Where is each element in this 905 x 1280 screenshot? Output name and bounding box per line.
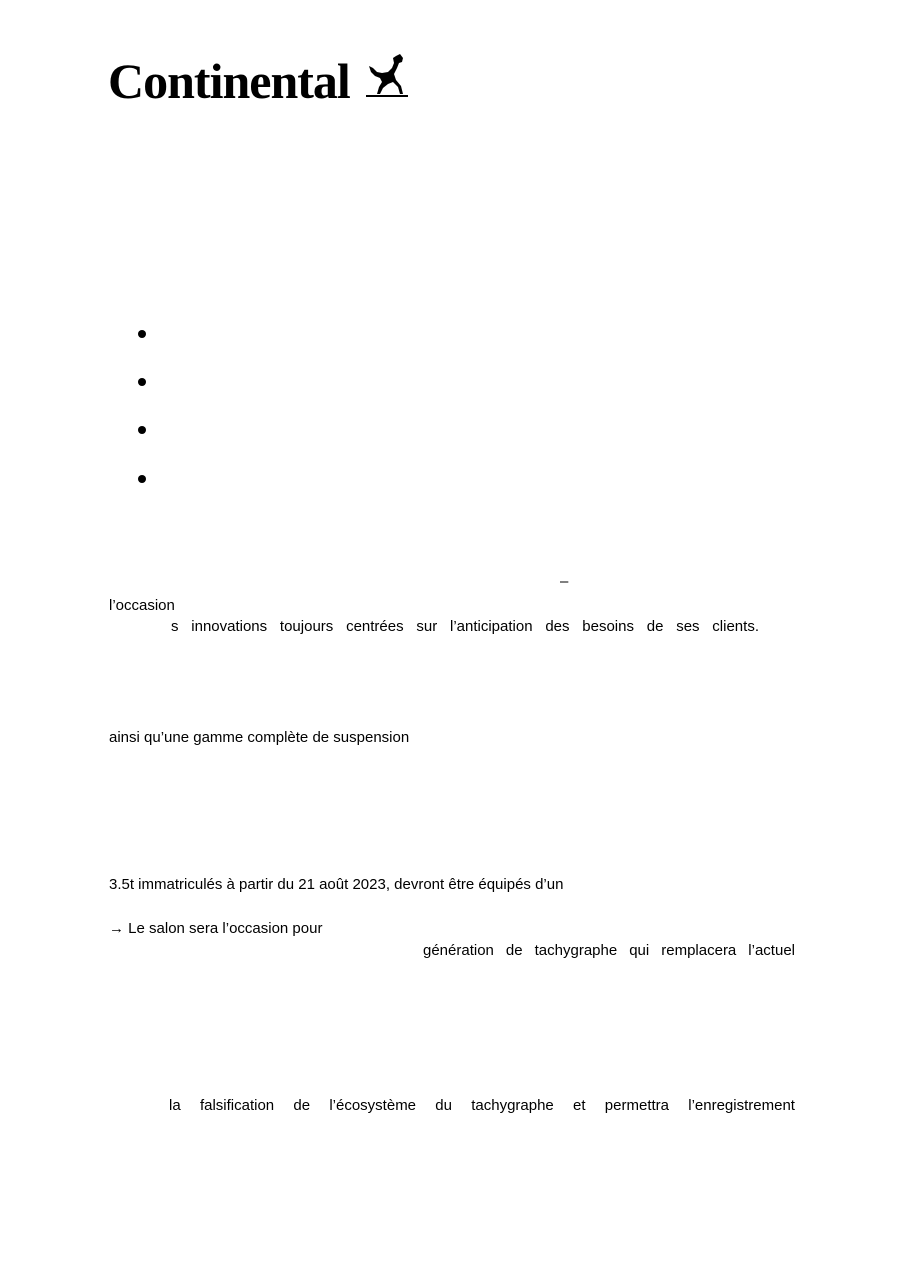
dash-text: – (560, 573, 569, 590)
word: de (646, 618, 664, 635)
word: l’anticipation (449, 618, 533, 635)
bullet-4 (138, 475, 146, 483)
logo-wordmark: Continental (108, 53, 350, 109)
continental-logo (108, 52, 408, 110)
word: permettra (604, 1097, 669, 1114)
bullet-2 (138, 378, 146, 386)
generation-line (423, 942, 795, 960)
word: de (293, 1097, 311, 1114)
suspension-text: ainsi qu’une gamme complète de suspension (109, 729, 410, 746)
falsification-line (169, 1097, 795, 1115)
word: s (171, 618, 179, 635)
word: qui (629, 942, 650, 959)
bullet-3 (138, 426, 146, 434)
word: la (169, 1097, 181, 1114)
word: l’écosystème (329, 1097, 417, 1114)
word: l’enregistrement (688, 1097, 795, 1114)
word: tachygraphe (534, 942, 618, 959)
word: de (505, 942, 523, 959)
word: falsification (199, 1097, 275, 1114)
word: toujours (279, 618, 334, 635)
word: ses (676, 618, 700, 635)
word: génération (423, 942, 494, 959)
word: innovations (191, 618, 268, 635)
word: du (435, 1097, 452, 1114)
arrow-icon: → (109, 920, 124, 937)
word: tachygraphe (471, 1097, 554, 1114)
occasion-text: l’occasion (109, 597, 175, 614)
word: et (573, 1097, 586, 1114)
word: sur (416, 618, 438, 635)
salon-text: Le salon sera l’occasion pour (128, 920, 323, 937)
word: centrées (346, 618, 404, 635)
word: clients. (712, 618, 759, 635)
logo-underline (366, 95, 408, 97)
innovations-line (171, 618, 759, 636)
bullet-1 (138, 330, 146, 338)
word: remplacera (661, 942, 737, 959)
salon-line (109, 920, 322, 938)
immatricules-text: 3.5t immatriculés à partir du 21 août 2023, devront être équipés d’un (109, 876, 564, 893)
word: des (545, 618, 570, 635)
word: besoins (582, 618, 634, 635)
word: l’actuel (748, 942, 795, 959)
horse-icon (366, 52, 408, 98)
